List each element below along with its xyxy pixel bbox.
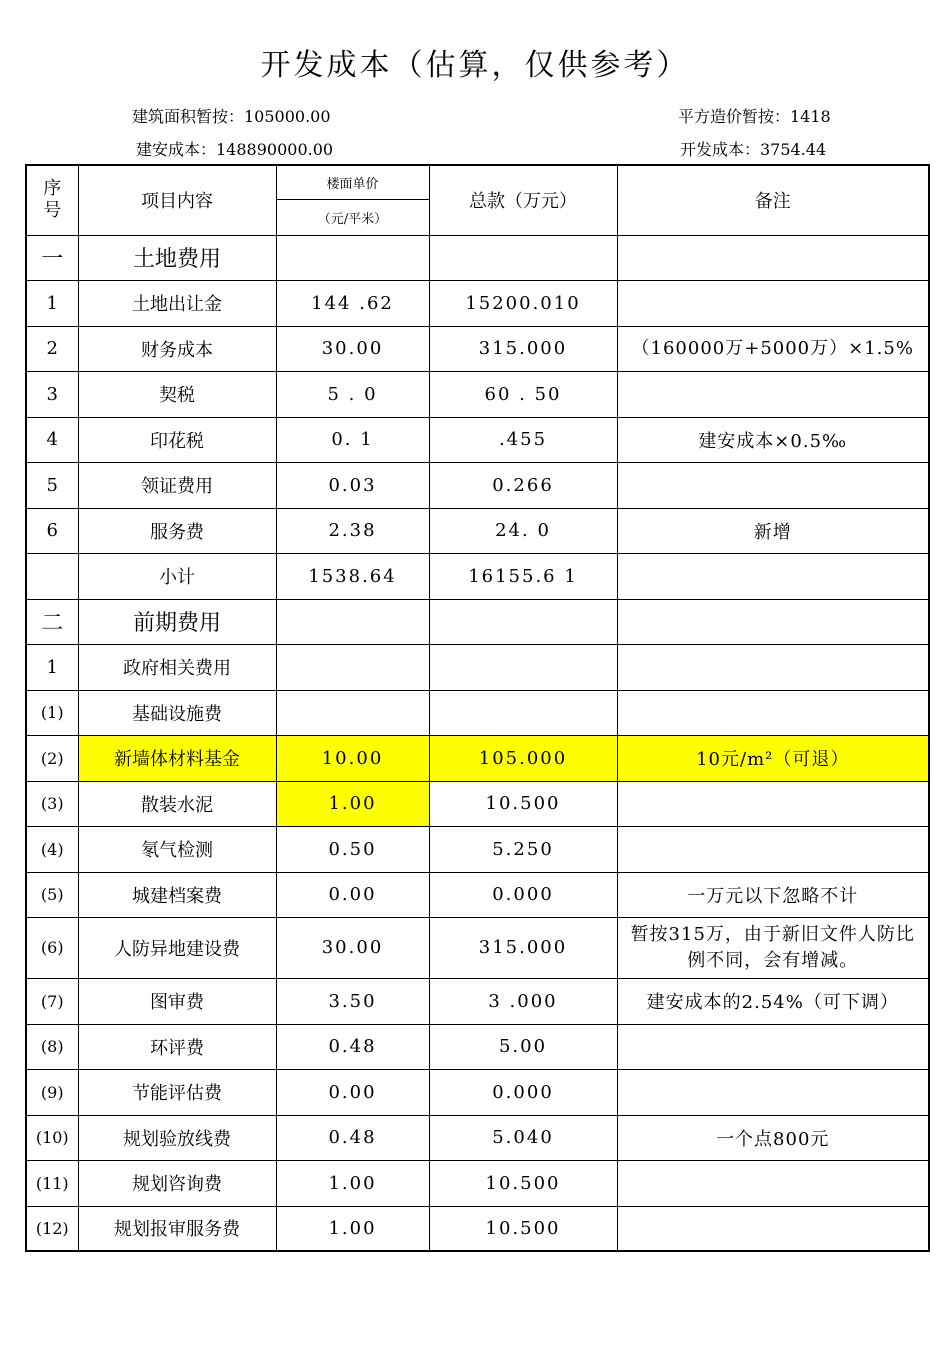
cell-item: 人防异地建设费 xyxy=(78,917,276,978)
cell-price: 0.48 xyxy=(276,1024,429,1069)
header-item: 项目内容 xyxy=(78,165,276,235)
cell-note xyxy=(617,1024,929,1069)
cell-seq: (12) xyxy=(26,1206,78,1251)
cell-price: 1538.64 xyxy=(276,553,429,599)
table-row xyxy=(26,644,929,690)
cell-note xyxy=(617,371,929,417)
cell-total: 15200.010 xyxy=(429,280,617,326)
cell-item: 规划验放线费 xyxy=(78,1115,276,1160)
cell-price: 3.50 xyxy=(276,978,429,1024)
cell-item: 规划报审服务费 xyxy=(78,1206,276,1251)
cell-price: 0.00 xyxy=(276,1069,429,1115)
cell-item: 城建档案费 xyxy=(78,872,276,917)
table-row xyxy=(26,1206,929,1251)
cell-item: 规划咨询费 xyxy=(78,1160,276,1206)
cell-item: 小计 xyxy=(78,553,276,599)
header-total: 总款（万元） xyxy=(429,165,617,235)
cell-item: 财务成本 xyxy=(78,326,276,371)
cell-seq: (8) xyxy=(26,1024,78,1069)
table-row xyxy=(26,690,929,735)
unit-price-info: 平方造价暂按：1418 xyxy=(678,107,831,126)
cell-note xyxy=(617,1206,929,1251)
cell-price: 144 .62 xyxy=(276,280,429,326)
cell-note: 建安成本的2.54%（可下调） xyxy=(617,978,929,1024)
cell-total: .455 xyxy=(429,417,617,462)
cell-note: 一万元以下忽略不计 xyxy=(617,872,929,917)
cell-price: 10.00 xyxy=(276,735,429,781)
section-two-num: 二 xyxy=(26,599,78,644)
cell-seq: (5) xyxy=(26,872,78,917)
cell-total: 315.000 xyxy=(429,917,617,978)
cell-note xyxy=(617,781,929,826)
table-row xyxy=(26,917,929,978)
cell-price: 0.48 xyxy=(276,1115,429,1160)
cell-price xyxy=(276,644,429,690)
table-row xyxy=(26,508,929,553)
cell-seq: 3 xyxy=(26,371,78,417)
table-row xyxy=(26,1160,929,1206)
table-row xyxy=(26,280,929,326)
preliminary-cost-rows xyxy=(26,644,929,1251)
cell-total: 10.500 xyxy=(429,1160,617,1206)
section-one-num: 一 xyxy=(26,235,78,280)
cell-note: 新增 xyxy=(617,508,929,553)
cell-price: 30.00 xyxy=(276,917,429,978)
table-row xyxy=(26,978,929,1024)
cell-note: 建安成本×0.5‰ xyxy=(617,417,929,462)
cell-total: 105.000 xyxy=(429,735,617,781)
cell-seq: (2) xyxy=(26,735,78,781)
cell-price: 2.38 xyxy=(276,508,429,553)
cell-item: 图审费 xyxy=(78,978,276,1024)
table-row xyxy=(26,326,929,371)
cell-total: 0.000 xyxy=(429,872,617,917)
cell-note xyxy=(617,1160,929,1206)
cell-total: 5.040 xyxy=(429,1115,617,1160)
cell-seq: (10) xyxy=(26,1115,78,1160)
cell-price: 30.00 xyxy=(276,326,429,371)
cell-total: 24. 0 xyxy=(429,508,617,553)
cell-seq: (1) xyxy=(26,690,78,735)
cell-note xyxy=(617,826,929,872)
construction-cost-info: 建安成本：148890000.00 xyxy=(136,140,334,159)
cell-note xyxy=(617,1069,929,1115)
cell-seq: (3) xyxy=(26,781,78,826)
cell-seq: 5 xyxy=(26,462,78,508)
cell-seq: 2 xyxy=(26,326,78,371)
cell-seq xyxy=(26,553,78,599)
cell-total xyxy=(429,690,617,735)
cell-total: 315.000 xyxy=(429,326,617,371)
cell-seq: 1 xyxy=(26,280,78,326)
cell-total: 5.250 xyxy=(429,826,617,872)
table-row xyxy=(26,781,929,826)
table-row xyxy=(26,1115,929,1160)
cell-note: 一个点800元 xyxy=(617,1115,929,1160)
cell-item: 节能评估费 xyxy=(78,1069,276,1115)
table-row xyxy=(26,872,929,917)
cell-total: 60 . 50 xyxy=(429,371,617,417)
section-one-name: 土地费用 xyxy=(78,235,276,280)
cell-seq: (7) xyxy=(26,978,78,1024)
cell-seq: (4) xyxy=(26,826,78,872)
cell-note: （160000万+5000万）×1.5% xyxy=(617,326,929,371)
header-seq: 序号 xyxy=(26,165,78,235)
cell-total: 16155.6 1 xyxy=(429,553,617,599)
table-row xyxy=(26,462,929,508)
cell-note xyxy=(617,553,929,599)
table-row xyxy=(26,826,929,872)
cell-price: 0.03 xyxy=(276,462,429,508)
cell-item: 印花税 xyxy=(78,417,276,462)
cell-price: 1.00 xyxy=(276,1206,429,1251)
cell-item: 土地出让金 xyxy=(78,280,276,326)
cell-total: 0.266 xyxy=(429,462,617,508)
header-unit-price: 楼面单价 xyxy=(276,165,429,199)
cell-seq: 1 xyxy=(26,644,78,690)
cell-item: 氡气检测 xyxy=(78,826,276,872)
cell-item: 服务费 xyxy=(78,508,276,553)
cell-price: 0.50 xyxy=(276,826,429,872)
table-row xyxy=(26,553,929,599)
table-row xyxy=(26,735,929,781)
cell-total: 10.500 xyxy=(429,1206,617,1251)
cell-note xyxy=(617,462,929,508)
section-two-name: 前期费用 xyxy=(78,599,276,644)
table-row xyxy=(26,371,929,417)
cell-seq: 6 xyxy=(26,508,78,553)
cell-item: 政府相关费用 xyxy=(78,644,276,690)
development-cost-info: 开发成本：3754.44 xyxy=(680,140,827,159)
cell-seq: 4 xyxy=(26,417,78,462)
cell-total xyxy=(429,644,617,690)
cell-item: 环评费 xyxy=(78,1024,276,1069)
cell-price: 1.00 xyxy=(276,1160,429,1206)
cell-total: 3 .000 xyxy=(429,978,617,1024)
header-note: 备注 xyxy=(617,165,929,235)
table-row xyxy=(26,417,929,462)
cell-item: 散装水泥 xyxy=(78,781,276,826)
table-row xyxy=(26,1024,929,1069)
cell-item: 新墙体材料基金 xyxy=(78,735,276,781)
building-area-info: 建筑面积暂按：105000.00 xyxy=(132,107,331,126)
cell-note xyxy=(617,280,929,326)
cell-price: 0.00 xyxy=(276,872,429,917)
cell-item: 契税 xyxy=(78,371,276,417)
page-title: 开发成本（估算，仅供参考） xyxy=(260,48,690,83)
cell-item: 基础设施费 xyxy=(78,690,276,735)
cell-price: 0. 1 xyxy=(276,417,429,462)
cell-total: 10.500 xyxy=(429,781,617,826)
cell-total: 0.000 xyxy=(429,1069,617,1115)
cell-price: 5 . 0 xyxy=(276,371,429,417)
cell-price xyxy=(276,690,429,735)
cell-seq: (6) xyxy=(26,917,78,978)
cell-note: 10元/m²（可退） xyxy=(617,735,929,781)
cost-table xyxy=(25,164,930,1252)
cell-note xyxy=(617,690,929,735)
cell-seq: (11) xyxy=(26,1160,78,1206)
land-cost-rows xyxy=(26,280,929,599)
cell-total: 5.00 xyxy=(429,1024,617,1069)
cell-seq: (9) xyxy=(26,1069,78,1115)
header-unit: （元/平米） xyxy=(276,199,429,235)
cell-price: 1.00 xyxy=(276,781,429,826)
cell-item: 领证费用 xyxy=(78,462,276,508)
table-row xyxy=(26,1069,929,1115)
cell-note: 暂按315万，由于新旧文件人防比例不同，会有增减。 xyxy=(617,917,929,978)
cell-note xyxy=(617,644,929,690)
